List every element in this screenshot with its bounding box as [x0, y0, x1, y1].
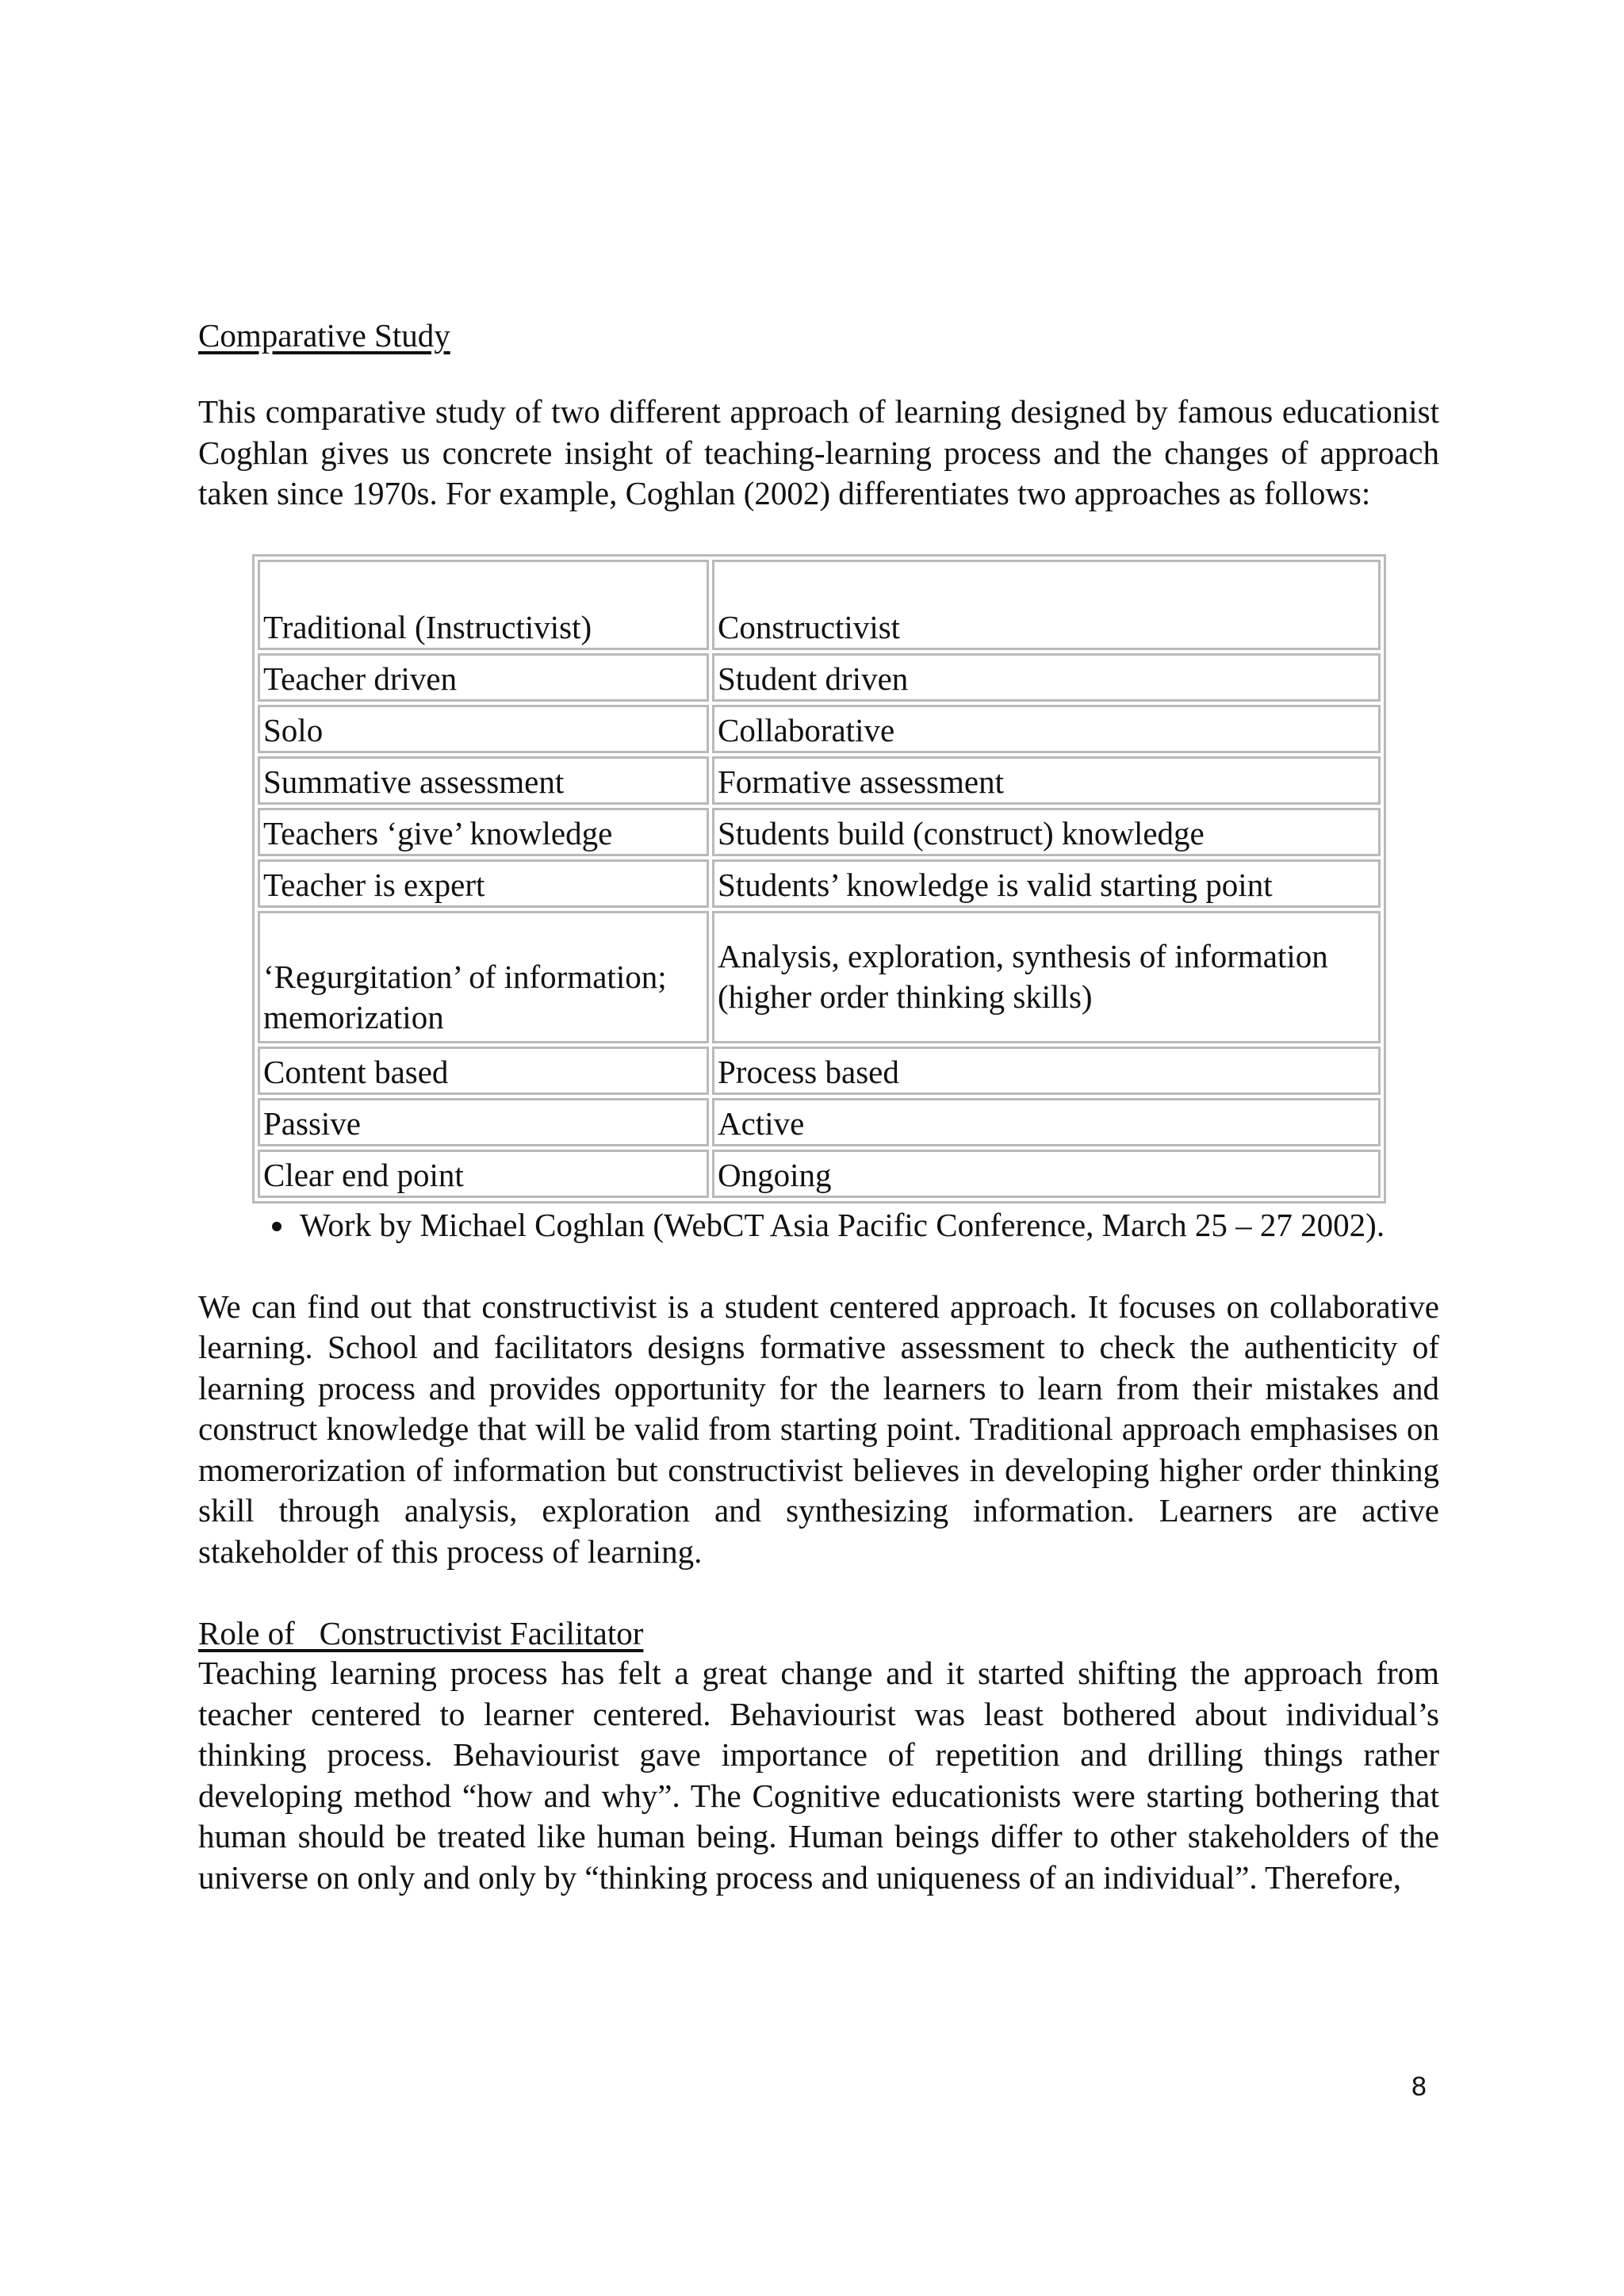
constructivist-cell: Student driven	[712, 653, 1381, 702]
traditional-cell: Passive	[258, 1098, 709, 1146]
table-row	[258, 756, 1381, 805]
header-constructivist: Constructivist	[712, 560, 1381, 650]
constructivist-cell: Active	[712, 1098, 1381, 1146]
traditional-cell: Summative assessment	[258, 756, 709, 805]
constructivist-cell: Collaborative	[712, 705, 1381, 753]
header-traditional: Traditional (Instructivist)	[258, 560, 709, 650]
page-content	[198, 316, 1439, 1898]
table-row	[258, 1098, 1381, 1146]
table-row	[258, 808, 1381, 856]
table-row	[258, 859, 1381, 908]
table-row	[258, 653, 1381, 702]
constructivist-cell: Formative assessment	[712, 756, 1381, 805]
traditional-cell: Teacher is expert	[258, 859, 709, 908]
traditional-cell: Content based	[258, 1047, 709, 1095]
traditional-cell: Teachers ‘give’ knowledge	[258, 808, 709, 856]
role-section-title: Role of Constructivist Facilitator	[198, 1615, 644, 1651]
table-header-row	[258, 560, 1381, 650]
constructivist-cell: Ongoing	[712, 1150, 1381, 1198]
reference-list	[198, 1205, 1439, 1246]
table-row	[258, 1047, 1381, 1095]
table-row	[258, 911, 1381, 1043]
reference-item: • Work by Michael Coghlan (WebCT Asia Pacific Conference, March 25 – 27 2002).	[297, 1205, 1439, 1246]
intro-paragraph: This comparative study of two different approach of learning designed by famous educationist Coghlan gives us concrete insight of teaching-learning process and the changes of approach taken since 1970s. For example, Coghlan (2002) differentiates two approaches as follows:	[198, 393, 1439, 511]
constructivist-cell: Students’ knowledge is valid starting point	[712, 859, 1381, 908]
section-title: Comparative Study	[198, 317, 450, 354]
comparison-table	[252, 554, 1386, 1203]
page-number: 8	[1411, 2072, 1427, 2102]
constructivist-cell: Analysis, exploration, synthesis of information (higher order thinking skills)	[712, 911, 1381, 1043]
constructivist-cell: Process based	[712, 1047, 1381, 1095]
traditional-cell: ‘Regurgitation’ of information; memorization	[258, 911, 709, 1043]
table-row	[258, 705, 1381, 753]
role-paragraph: Teaching learning process has felt a great change and it started shifting the approach from teacher centered to learner centered. Behaviourist was least bothered about individual’s thinking process. Behaviourist gave importance of repetition and drilling things rather developing method “how and why”. The Cognitive educationists were starting bothering that human should be treated like human being. Human beings differ to other stakeholders of the universe on only and only by “thinking process and uniqueness of an individual”. Therefore,	[198, 1655, 1439, 1896]
traditional-cell: Solo	[258, 705, 709, 753]
conclusion-paragraph: We can find out that constructivist is a student centered approach. It focuses on collaborative learning. School and facilitators designs formative assessment to check the authenticity of learning process and provides opportunity for the learners to learn from their mistakes and construct knowledge that will be valid from starting point. Traditional approach emphasises on momerorization of information but constructivist believes in developing higher order thinking skill through analysis, exploration and synthesizing information. Learners are active stakeholder of this process of learning.	[198, 1288, 1439, 1570]
table-row	[258, 1150, 1381, 1198]
constructivist-cell: Students build (construct) knowledge	[712, 808, 1381, 856]
traditional-cell: Teacher driven	[258, 653, 709, 702]
traditional-cell: Clear end point	[258, 1150, 709, 1198]
